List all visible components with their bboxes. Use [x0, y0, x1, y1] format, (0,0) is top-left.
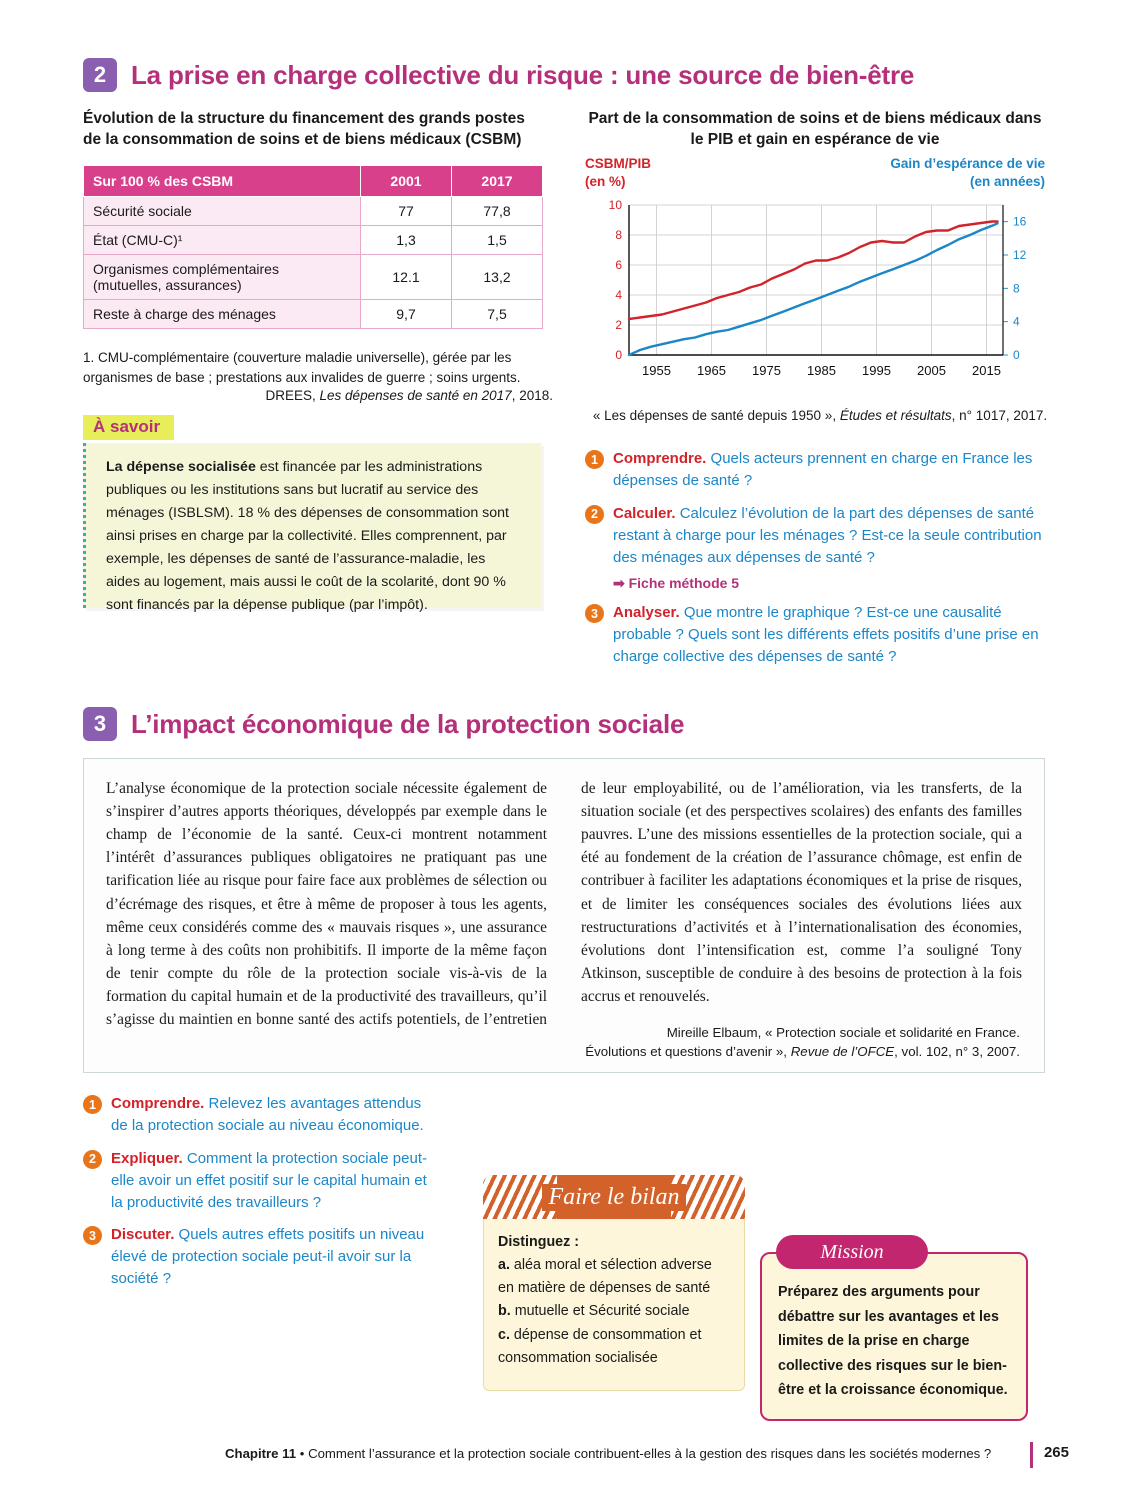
question-text: [613, 503, 1055, 569]
row-value-2017: 77,8: [452, 197, 543, 226]
question-lead: Analyser.: [613, 604, 680, 622]
question-text: [111, 1148, 428, 1214]
table-row: [84, 255, 543, 300]
chart-svg: [585, 197, 1045, 397]
chart-left-axis-label: [585, 155, 651, 190]
right-tick-label: 8: [1013, 281, 1020, 296]
question-item: [83, 1093, 428, 1137]
left-tick-label: 0: [615, 348, 622, 362]
row-label: Organismes complémentaires (mutuelles, assurances): [84, 255, 361, 300]
question-text: [613, 448, 1055, 492]
question-number: 1: [585, 450, 604, 469]
asavoir-lead: La dépense socialisée: [106, 459, 256, 475]
table-footnote: 1. CMU-complémentaire (couverture maladie universelle), gérée par les organismes de base ; prestations aux invalides de guerre ; soins urgents.: [83, 350, 521, 386]
series-line-2: [629, 223, 998, 355]
bilan-item-text: mutuelle et Sécurité sociale: [510, 1303, 690, 1320]
row-value-2001: 12.1: [361, 255, 452, 300]
question-text: [111, 1093, 428, 1137]
left-tick-label: 6: [615, 258, 622, 272]
page-number: 265: [1043, 1444, 1069, 1461]
x-tick-label: 1995: [862, 363, 891, 378]
table-row: [84, 300, 543, 329]
mission-title: Mission: [776, 1235, 928, 1269]
right-tick-label: 0: [1013, 348, 1020, 362]
doc3-source-post: , vol. 102, n° 3, 2007.: [894, 1044, 1020, 1060]
doc3-source-line1: Mireille Elbaum, « Protection sociale et solidarité en France.: [666, 1025, 1020, 1041]
doc2-title: La prise en charge collective du risque : une source de bien-être: [131, 59, 915, 90]
question-item: [585, 602, 1055, 668]
bilan-item-text: aléa moral et sélection adverse en matière de dépenses de santé: [498, 1257, 712, 1297]
x-tick-label: 2015: [972, 363, 1001, 378]
left-tick-label: 8: [615, 228, 622, 242]
right-tick-label: 4: [1013, 314, 1020, 329]
row-label: Reste à charge des ménages: [84, 300, 361, 329]
table-source: [83, 388, 553, 403]
doc2-questions: [585, 448, 1055, 679]
footer-separator: •: [296, 1446, 309, 1461]
question-number: 3: [83, 1226, 102, 1245]
x-tick-label: 1955: [642, 363, 671, 378]
page-footer: [0, 1446, 1125, 1468]
row-label: État (CMU-C)¹: [84, 226, 361, 255]
table-row: [84, 197, 543, 226]
question-lead: Discuter.: [111, 1226, 175, 1244]
bilan-body: [483, 1219, 745, 1391]
table-header-2001: 2001: [361, 166, 452, 197]
table-header-row: [84, 166, 543, 197]
chart-series: [629, 222, 998, 356]
question-body: Quels acteurs prennent en charge en France les dépenses de santé ?: [613, 450, 1033, 489]
asavoir-label: À savoir: [93, 417, 161, 436]
doc3-body: L’analyse économique de la protection sociale nécessite également de s’inspirer d’autres apports théoriques, développés par exemple dans le champ de l’économie de la santé. Ceux-ci montrent notamment l’intérêt d’assurances publiques obligatoires ne pratiquant pas une tarification liée au risque pour faire face aux problèmes de sélection ou d’écrémage des risques, et être à même de proposer à tous les agents, même ceux considérés comme des « mauvais risques », une assurance à long terme à des coûts non prohibitifs. Il importe de la même façon de tenir compte du rôle de la protection sociale vis-à-vis de la formation du capital humain et de la productivité des travailleurs, qu’il s’agisse du maintien en bonne santé des actifs potentiels, de l’entretien de leur employabilité, ou de l’amélioration, via les transferts, de la situation sociale (et des perspectives scolaires) des enfants des familles pauvres. L’une des missions essentielles de la protection sociale, qui a été au fondement de la création de l’assurance chômage, est enfin de contribuer à faciliter les adaptations économiques et la prise de risques, et de limiter les conséquences sociales des évolutions liées aux restructurations d’activités et à l’internationalisation des économies, évolutions dont l’intensification est, comme l’a souligné Tony Atkinson, susceptible de conduire à des besoins de protection à la fois accrus et renouvelés.: [106, 780, 1022, 1029]
x-tick-label: 2005: [917, 363, 946, 378]
question-item: [83, 1148, 428, 1214]
right-axis-unit: (en années): [969, 173, 1045, 189]
source-pre: DREES,: [265, 388, 320, 403]
doc2-number: 2: [83, 58, 117, 92]
x-tick-label: 1965: [697, 363, 726, 378]
row-value-2017: 1,5: [452, 226, 543, 255]
bilan-header: [483, 1175, 745, 1219]
question-item: [83, 1224, 428, 1290]
right-tick-label: 12: [1013, 248, 1027, 262]
question-body: Que montre le graphique ? Est-ce une causalité probable ? Quels sont les différents effets positifs d’une prise en charge collective des dépenses de santé ?: [613, 604, 1039, 666]
question-body: Calculez l’évolution de la part des dépenses de santé restant à charge pour les ménages ? Est-ce la seule contribution des ménages aux dépenses de santé ?: [613, 504, 1042, 566]
chart-source-italic: Études et résultats: [839, 408, 952, 423]
doc3-text-box: [83, 758, 1045, 1073]
row-value-2017: 13,2: [452, 255, 543, 300]
chart-source: [585, 408, 1055, 423]
footer-divider: [1030, 1442, 1033, 1468]
right-axis-name: Gain d’espérance de vie: [890, 156, 1045, 171]
table-caption: Évolution de la structure du financement des grands postes de la consommation de soins et de biens médicaux (CSBM): [83, 110, 525, 149]
table-header-2017: 2017: [452, 166, 543, 197]
question-body: Relevez les avantages attendus de la protection sociale au niveau économique.: [111, 1095, 424, 1134]
question-lead: Comprendre.: [111, 1095, 205, 1112]
x-tick-label: 1985: [807, 363, 836, 378]
fiche-methode-link[interactable]: ➡ Fiche méthode 5: [613, 575, 740, 592]
bilan-item-letter: a.: [498, 1257, 510, 1274]
x-tick-label: 1975: [752, 363, 781, 378]
doc3-source-italic: Revue de l’OFCE: [790, 1044, 895, 1060]
row-label: Sécurité sociale: [84, 197, 361, 226]
footer-text-line: [225, 1446, 1045, 1461]
right-tick-label: 16: [1013, 214, 1027, 229]
doc2-header: [83, 58, 914, 92]
question-body: Quels autres effets positifs un niveau élevé de protection sociale peut-il avoir sur la société ?: [111, 1226, 425, 1288]
question-lead: Expliquer.: [111, 1149, 183, 1167]
doc3-number: 3: [83, 707, 117, 741]
chart-gridlines: [629, 205, 1008, 355]
row-value-2001: 77: [361, 197, 452, 226]
doc3-header: [83, 707, 684, 741]
bilan-item-letter: b.: [498, 1303, 511, 1320]
question-item: [585, 448, 1055, 492]
chart-axes: [629, 205, 1003, 355]
mission-text: Préparez des arguments pour débattre sur les avantages et les limites de la prise en charge collective des risques sur le bien-être et la croissance économique.: [760, 1252, 1028, 1421]
question-number: 3: [585, 604, 604, 623]
footer-chapter-label: Chapitre 11: [225, 1446, 297, 1461]
mission-box: [760, 1235, 1028, 1421]
source-post: , 2018.: [511, 388, 553, 403]
chart: [585, 155, 1045, 400]
asavoir-text: est financée par les administrations publiques ou les institutions sans but lucratif au service des ménages (ISBLSM). 18 % des dépenses de consommation sont ainsi prises en charge par la collectivité. Elles comprennent, par exemple, les dépenses de santé de l’assurance-maladie, les aides au logement, mais aussi le coût de la scolarité, dont 90 % sont financés par la dépense publique (par l’impôt).: [106, 459, 509, 613]
chart-title: Part de la consommation de soins et de biens médicaux dans le PIB et gain en espérance de vie: [588, 110, 1042, 149]
doc3-source: [460, 1024, 1020, 1062]
table-header-label: Sur 100 % des CSBM: [84, 166, 361, 197]
bilan-item-text: dépense de consommation et consommation socialisée: [498, 1326, 702, 1366]
footer-title: Comment l’assurance et la protection sociale contribuent-elles à la gestion des risques dans les sociétés modernes ?: [308, 1446, 992, 1461]
chart-right-axis-label: [890, 155, 1045, 190]
footer-chapter: [225, 1446, 991, 1461]
asavoir-tab: [83, 415, 174, 440]
question-number: 1: [83, 1095, 102, 1114]
row-value-2001: 1,3: [361, 226, 452, 255]
faire-le-bilan: [483, 1175, 745, 1391]
asavoir-box: [83, 443, 541, 613]
question-body: Comment la protection sociale peut-elle avoir un effet positif sur le capital humain et la productivité des travailleurs ?: [111, 1149, 427, 1211]
chart-source-post: , n° 1017, 2017.: [951, 408, 1048, 423]
question-text: [111, 1224, 428, 1290]
table-row: [84, 226, 543, 255]
row-value-2017: 7,5: [452, 300, 543, 329]
doc3-questions: [83, 1093, 428, 1301]
left-axis-name: CSBM/PIB: [585, 156, 652, 171]
question-number: 2: [83, 1150, 102, 1169]
question-text: [613, 602, 1055, 668]
doc3-title: L’impact économique de la protection sociale: [131, 708, 685, 739]
chart-source-pre: « Les dépenses de santé depuis 1950 »,: [592, 408, 840, 423]
question-lead: Comprendre.: [613, 450, 707, 467]
series-line-1: [629, 222, 998, 320]
row-value-2001: 9,7: [361, 300, 452, 329]
left-tick-label: 4: [615, 288, 622, 302]
doc3-source-pre: Évolutions et questions d’avenir »,: [585, 1044, 791, 1060]
source-italic: Les dépenses de santé en 2017: [319, 388, 512, 403]
bilan-item-letter: c.: [498, 1326, 510, 1343]
csbm-table: [83, 165, 543, 329]
bilan-intro: Distinguez :: [498, 1234, 580, 1250]
question-lead: Calculer.: [613, 504, 676, 522]
bilan-title: Faire le bilan: [542, 1184, 685, 1211]
question-item: [585, 503, 1055, 569]
question-number: 2: [585, 505, 604, 524]
left-tick-label: 10: [608, 198, 622, 212]
left-axis-unit: (en %): [585, 173, 626, 189]
left-tick-label: 2: [615, 318, 622, 332]
